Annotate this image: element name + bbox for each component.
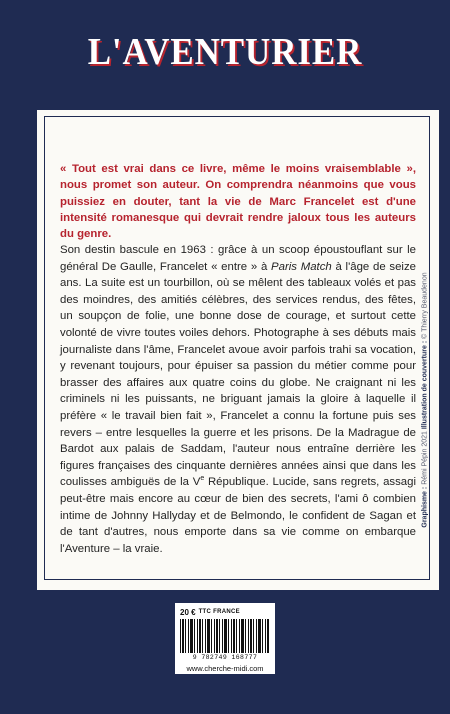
- publisher-website: www.cherche-midi.com: [175, 664, 275, 674]
- summary-paragraph: [60, 242, 416, 557]
- summary-part-3: République. Lucide, sans regrets, assagi peut-être mais encore au cœur de bien des secrets, l'ami ô combien intime de Johnny Hallyday et de Belmondo, le confident de Sagan et de tant d'autres, nous emporte dans sa vie comme on embarque l'Aventure – la vraie.: [60, 476, 417, 555]
- isbn-digits: 9 782749 168777: [192, 654, 258, 661]
- price-line: [180, 607, 270, 617]
- book-title: L'AVENTURIER: [87, 31, 363, 73]
- summary-part-1: Son destin bascule en 1963 : grâce à un scoop époustouflant sur le général De Gaulle, Francelet « entre » à: [60, 244, 416, 273]
- barcode-icon: [180, 619, 270, 653]
- graphisme-label: Graphisme :: [421, 486, 429, 528]
- illustration-value: © Thierry Beaudenon: [421, 272, 429, 339]
- price-suffix: TTC FRANCE: [198, 609, 240, 615]
- summary-italic-title: Paris Match: [271, 260, 332, 273]
- summary-superscript: e: [200, 475, 205, 483]
- price-value: 20 €: [180, 607, 196, 617]
- graphisme-value: Rémi Pépin 2021: [421, 431, 429, 485]
- cover-credits: [422, 272, 429, 527]
- intro-paragraph: « Tout est vrai dans ce livre, même le moins vraisemblable », nous promet son auteur. On comprendra néanmoins que vous puissiez en douter, tant la vie de Marc Francelet est d'une intensité romanesque qui devrait rendre jaloux tous les auteurs du genre.: [60, 163, 416, 241]
- illustration-label: Illustration de couverture :: [421, 340, 429, 430]
- barcode-box: [175, 603, 275, 671]
- summary-part-2: à l'âge de seize ans. La suite est un tourbillon, où se mêlent des tableaux volés et pas des moindres, des amitiés célèbres, des services rendus, des fêtes, un soupçon de folie, une bonne dose de courage, et surtout cette volonté de vivre toutes voiles dehors. Photographe à ses débuts mais journaliste dans l'âme, Francelet avoue avoir parfois trahi sa vocation, y revenant toujours, pour épuiser sa passion du métier comme pour brasser des affaires aux quatre coins du globe. Ne craignant ni les criminels ni les puissants, ne briguant jamais la gloire à laquelle il préfère « le travail bien fait », Francelet a connu la fortune puis ses revers – entre lesquelles la guerre et les prisons. De la Madrague de Bardot aux palais de Saddam, l'auteur nous entraîne derrière les figures françaises des cinquante dernières années ainsi que dans les coulisses ambiguës de la V: [60, 260, 416, 489]
